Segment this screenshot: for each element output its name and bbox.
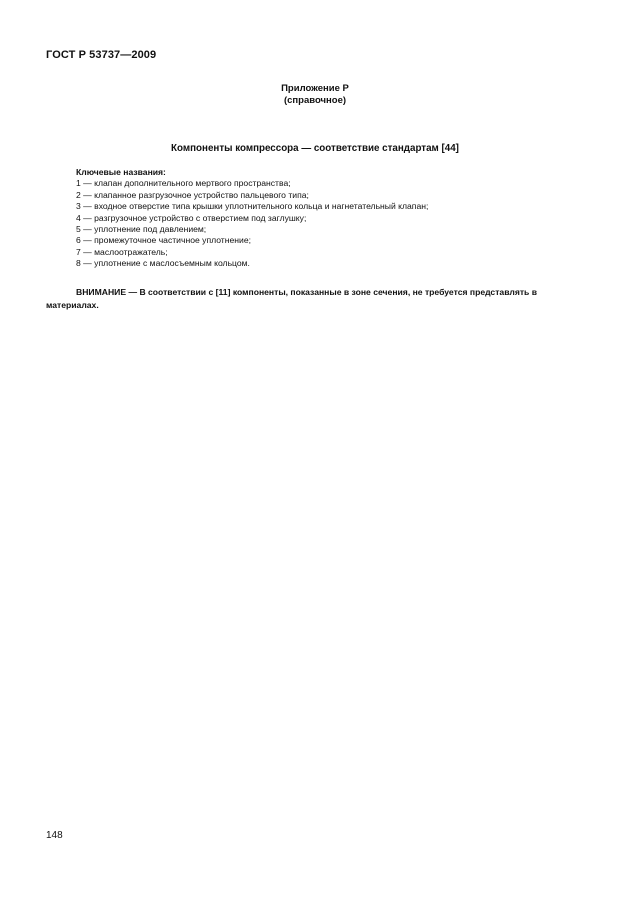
standard-code: ГОСТ Р 53737—2009: [46, 49, 157, 61]
warning-note: ВНИМАНИЕ — В соответствии с [11] компоненты, показанные в зоне сечения, не требуется представлять в материалах.: [46, 287, 538, 310]
section-title: Компоненты компрессора — соответствие стандартам [44]: [171, 143, 459, 154]
key-list: [76, 167, 428, 270]
page-number: 148: [46, 830, 63, 841]
key-item-5: 5 — уплотнение под давлением;: [76, 224, 207, 235]
key-item-2: 2 — клапанное разгрузочное устройство пальцевого типа;: [76, 189, 309, 200]
key-item-3: 3 — входное отверстие типа крышки уплотнительного кольца и нагнетательный клапан;: [76, 201, 429, 212]
key-item-6: 6 — промежуточное частичное уплотнение;: [76, 235, 251, 246]
key-item-1: 1 — клапан дополнительного мертвого пространства;: [76, 178, 291, 189]
key-item-4: 4 — разгрузочное устройство с отверстием под заглушку;: [76, 212, 307, 223]
key-item-7: 7 — маслоотражатель;: [76, 246, 168, 257]
appendix-note: (справочное): [283, 95, 347, 106]
key-heading: Ключевые названия:: [76, 167, 166, 177]
key-item-8: 8 — уплотнение с маслосъемным кольцом.: [76, 258, 250, 269]
appendix-title: Приложение Р: [281, 83, 349, 94]
